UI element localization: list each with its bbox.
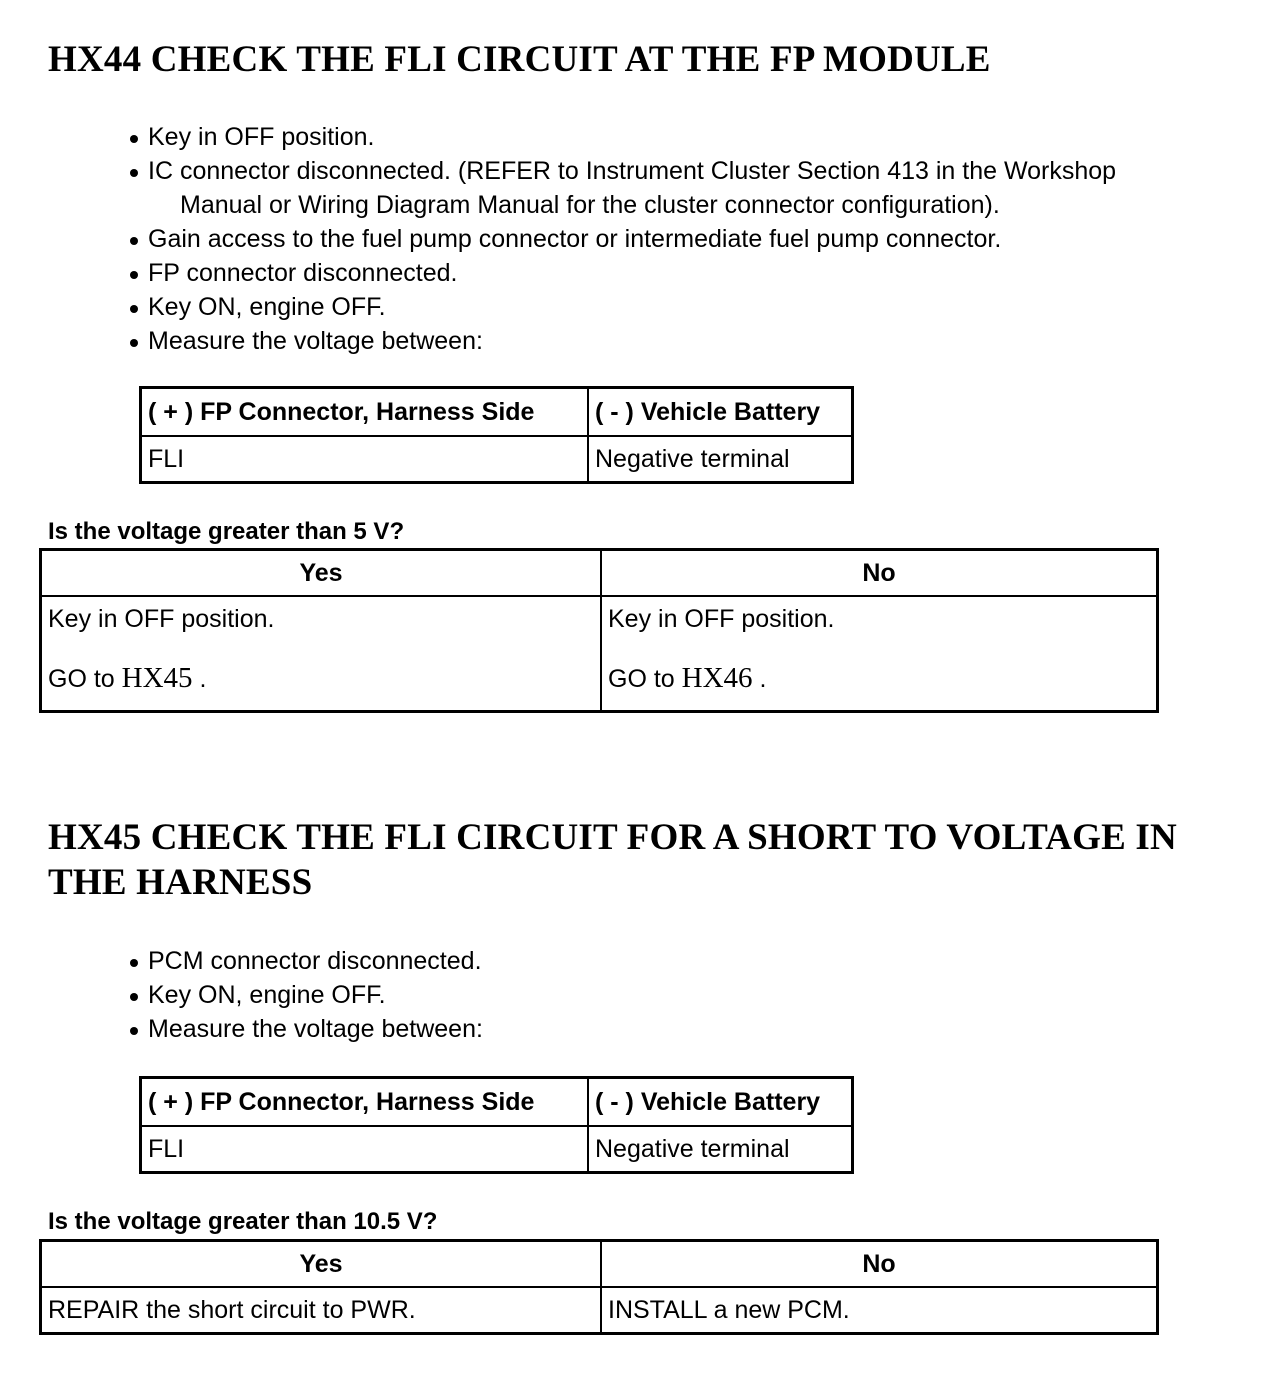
hx44-question: Is the voltage greater than 5 V? <box>48 518 405 545</box>
step-item: Key in OFF position. <box>130 120 1116 154</box>
measure-header-positive: ( + ) FP Connector, Harness Side <box>141 388 589 437</box>
answer-no-cell: INSTALL a new PCM. <box>601 1287 1158 1334</box>
hx44-measurement-table <box>139 386 854 484</box>
section-hx45-heading: HX45 CHECK THE FLI CIRCUIT FOR A SHORT TO VOLTAGE IN THE HARNESS <box>48 817 1177 903</box>
hx45-question: Is the voltage greater than 10.5 V? <box>48 1208 438 1235</box>
measure-value-negative: Negative terminal <box>588 436 853 483</box>
measure-header-negative: ( - ) Vehicle Battery <box>588 1078 853 1127</box>
answer-header-no: No <box>601 550 1158 597</box>
answer-header-yes: Yes <box>41 550 602 597</box>
answer-header-yes: Yes <box>41 1241 602 1288</box>
answer-header-no: No <box>601 1241 1158 1288</box>
measure-value-negative: Negative terminal <box>588 1126 853 1173</box>
measure-value-positive: FLI <box>141 436 589 483</box>
step-item: Measure the voltage between: <box>130 324 1116 358</box>
link-hx46[interactable]: HX46 <box>681 662 753 694</box>
step-item: Measure the voltage between: <box>130 1012 483 1046</box>
hx45-answer-table <box>39 1239 1159 1335</box>
answer-yes-cell: REPAIR the short circuit to PWR. <box>41 1287 602 1334</box>
step-item: IC connector disconnected. (REFER to Instrument Cluster Section 413 in the Workshop Manual or Wiring Diagram Manual for the cluster connector configuration). <box>130 154 1116 222</box>
hx44-steps-list <box>130 120 1116 358</box>
measure-header-negative: ( - ) Vehicle Battery <box>588 388 853 437</box>
hx45-steps-list <box>130 944 483 1046</box>
link-hx45[interactable]: HX45 <box>121 662 193 694</box>
step-item: PCM connector disconnected. <box>130 944 483 978</box>
step-item: Gain access to the fuel pump connector or intermediate fuel pump connector. <box>130 222 1116 256</box>
step-item: Key ON, engine OFF. <box>130 290 1116 324</box>
step-item: Key ON, engine OFF. <box>130 978 483 1012</box>
answer-no-cell: Key in OFF position. GO to HX46 . <box>601 596 1158 712</box>
hx44-answer-table <box>39 548 1159 713</box>
step-continuation: Manual or Wiring Diagram Manual for the cluster connector configuration). <box>180 191 1000 219</box>
step-item: FP connector disconnected. <box>130 256 1116 290</box>
measure-header-positive: ( + ) FP Connector, Harness Side <box>141 1078 589 1127</box>
section-hx44-heading: HX44 CHECK THE FLI CIRCUIT AT THE FP MODULE <box>48 39 991 80</box>
answer-yes-cell: Key in OFF position. GO to HX45 . <box>41 596 602 712</box>
measure-value-positive: FLI <box>141 1126 589 1173</box>
hx45-measurement-table <box>139 1076 854 1174</box>
